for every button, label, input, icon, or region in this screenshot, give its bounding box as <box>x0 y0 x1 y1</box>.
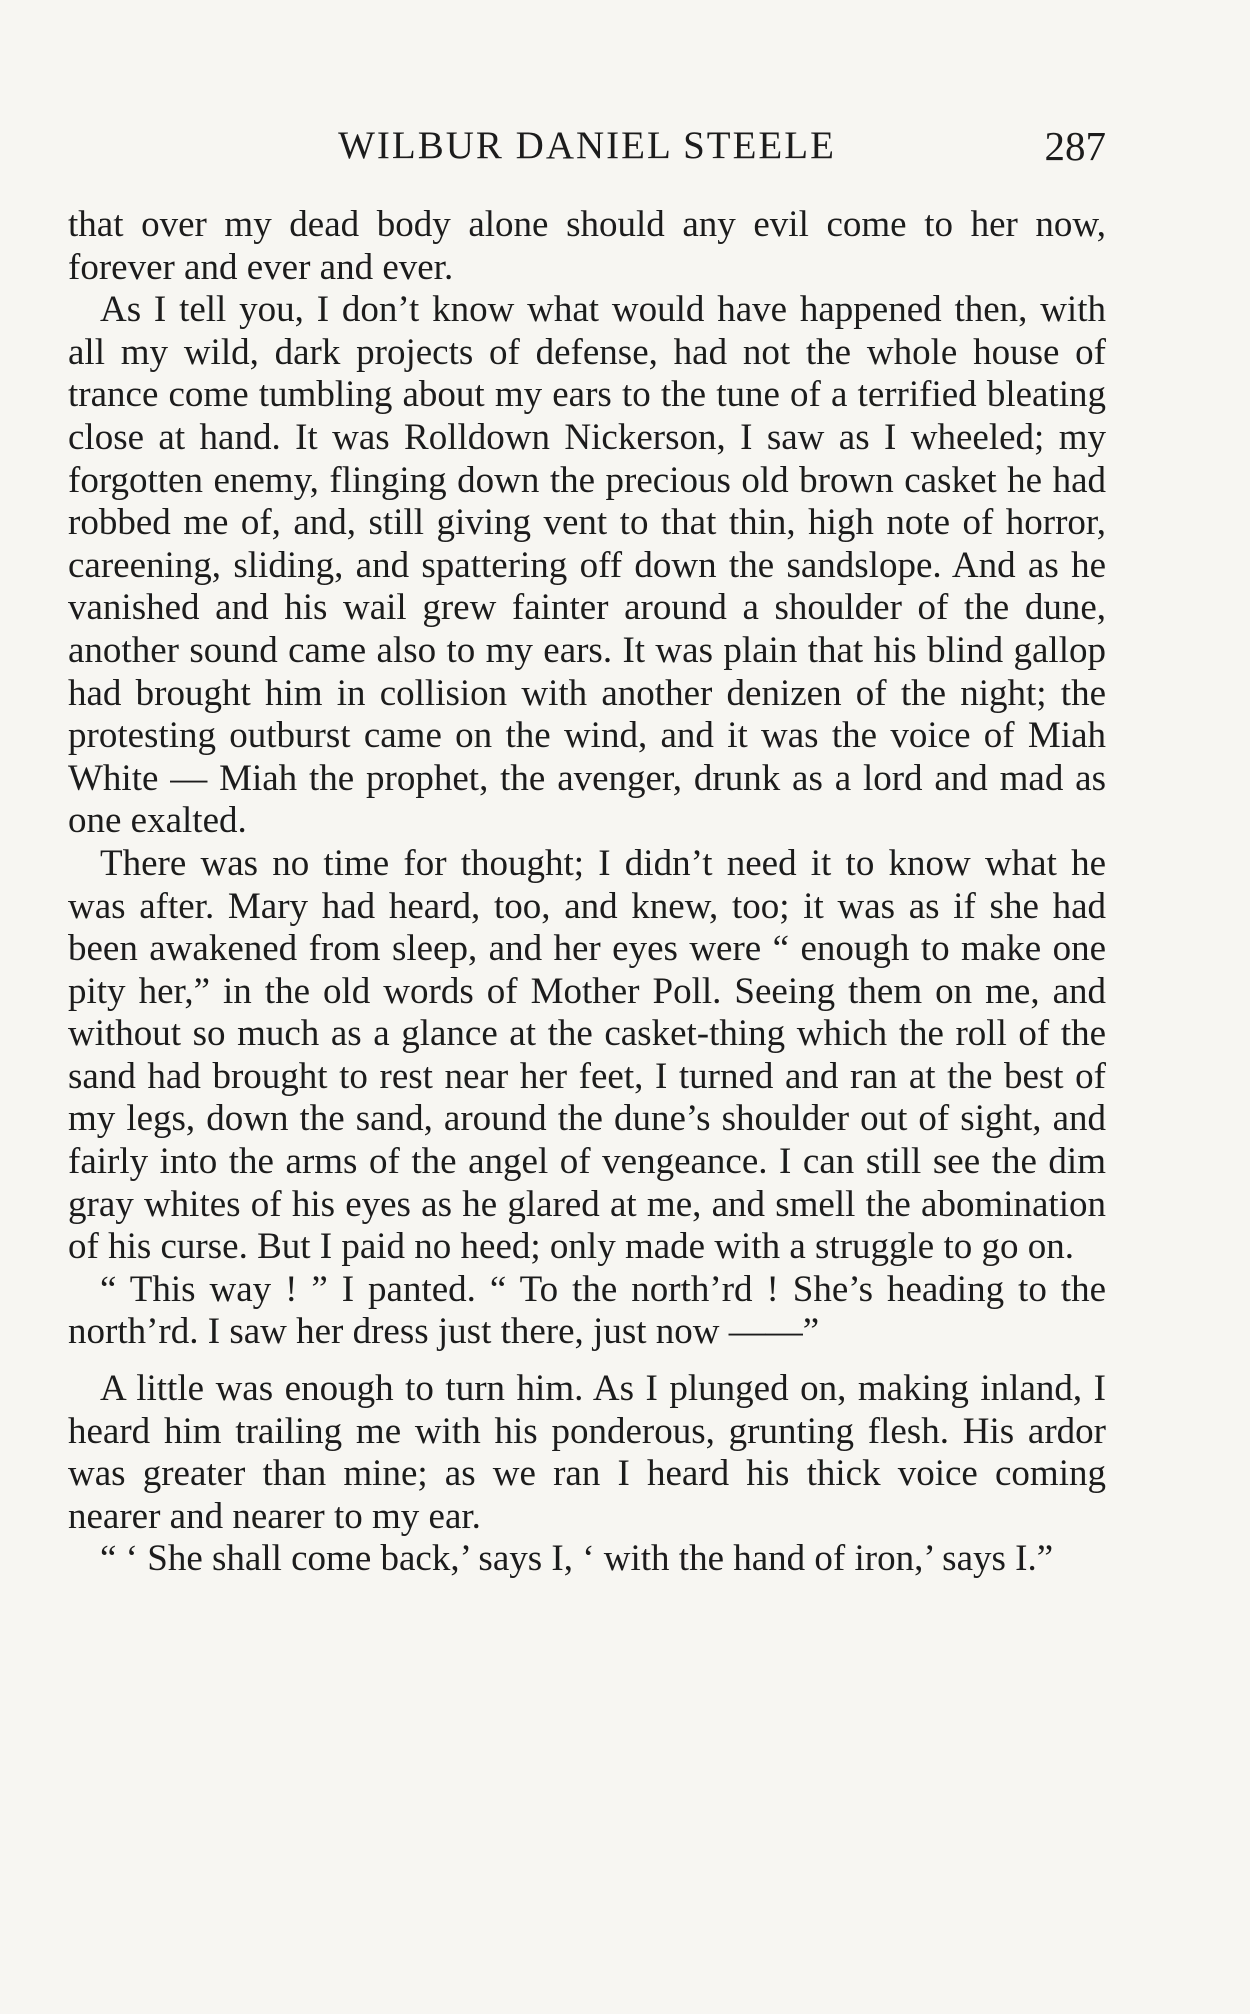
paragraph: There was no time for thought; I didn’t need it to know what he was after. Mary had heard, too, and knew, too; it was as if she had been awakened from sleep, and her eyes were “ enough to make one pity her,” in the old words of Mother Poll. Seeing them on me, and without so much as a glance at the casket-thing which the roll of the sand had brought to rest near her feet, I turned and ran at the best of my legs, down the sand, around the dune’s shoulder out of sight, and fairly into the arms of the angel of vengeance. I can still see the dim gray whites of his eyes as he glared at me, and smell the abomination of his curse. But I paid no heed; only made with a struggle to go on. <box>68 842 1106 1268</box>
page-number: 287 <box>1044 123 1106 169</box>
body-text <box>68 204 1106 1581</box>
paragraph: A little was enough to turn him. As I plunged on, making inland, I heard him trailing me with his ponderous, grunting flesh. His ardor was greater than mine; as we ran I heard his thick voice coming nearer and nearer to my ear. <box>68 1368 1106 1537</box>
running-head <box>68 118 1106 174</box>
paragraph: As I tell you, I don’t know what would have happened then, with all my wild, dark projects of defense, had not the whole house of trance come tumbling about my ears to the tune of a terrified bleating close at hand. It was Rolldown Nickerson, I saw as I wheeled; my forgotten enemy, flinging down the precious old brown casket he had robbed me of, and, still giving vent to that thin, high note of horror, careening, sliding, and spattering off down the sandslope. And as he vanished and his wail grew fainter around a shoulder of the dune, another sound came also to my ears. It was plain that his blind gallop had brought him in collision with another denizen of the night; the protesting outburst came on the wind, and it was the voice of Miah White — Miah the prophet, the avenger, drunk as a lord and mad as one exalted. <box>68 289 1106 842</box>
paragraph-dialogue: “ ‘ She shall come back,’ says I, ‘ with the hand of iron,’ says I.” <box>100 1538 1054 1580</box>
paragraph: that over my dead body alone should any evil come to her now, forever and ever and ever. <box>68 204 1106 288</box>
running-head-author: WILBUR DANIEL STEELE <box>338 124 836 167</box>
paragraph-dialogue: “ This way ! ” I panted. “ To the north’rd ! She’s heading to the north’rd. I saw her dress just there, just now ——” <box>68 1268 1106 1353</box>
